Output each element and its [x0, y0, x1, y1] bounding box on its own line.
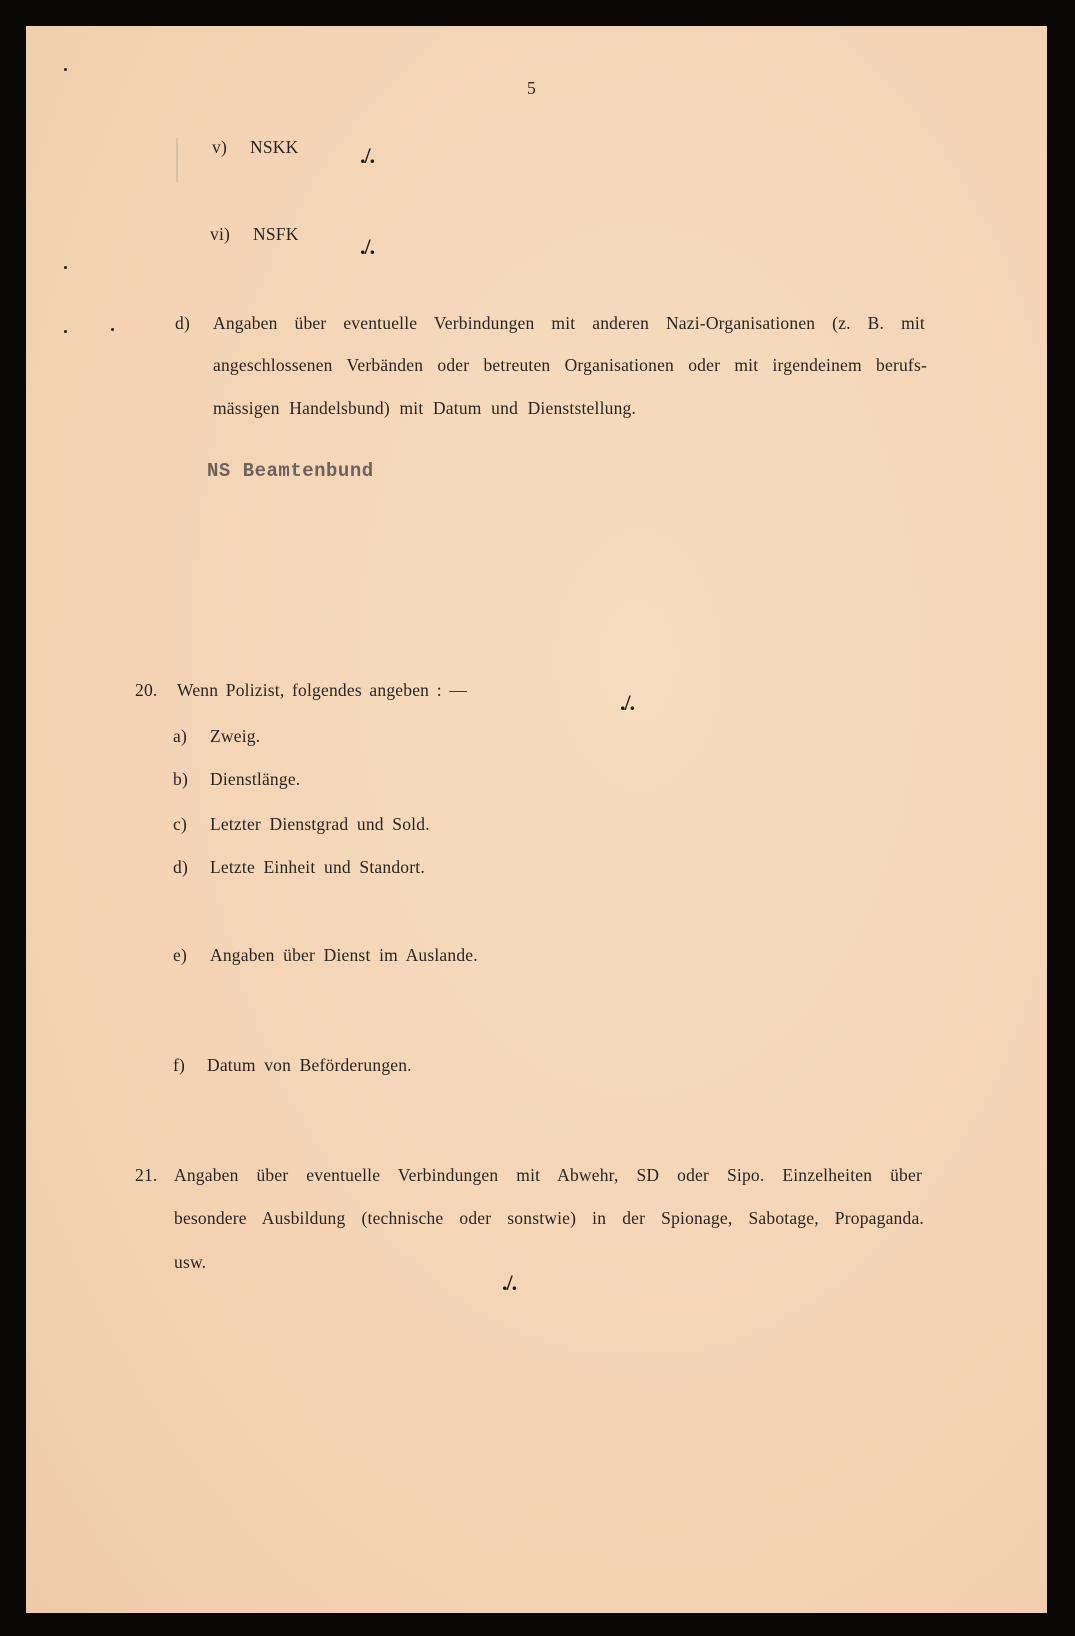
answer-none: ./.	[360, 234, 375, 259]
question-text-line: Angaben über eventuelle Verbindungen mit Abwehr, SD oder Sipo. Einzelheiten über	[174, 1165, 922, 1185]
punch-mark	[64, 330, 67, 333]
item-text: Letzter Dienstgrad und Sold.	[210, 814, 430, 834]
question-text-line: usw.	[174, 1252, 207, 1272]
answer-none: ./.	[360, 143, 375, 168]
item-text: Angaben über Dienst im Auslande.	[210, 945, 478, 965]
item-label: e)	[173, 945, 187, 965]
answer-none: ./.	[502, 1270, 517, 1295]
item-text: Datum von Beförderungen.	[207, 1055, 412, 1075]
punch-mark	[111, 328, 114, 331]
item-text: Dienstlänge.	[210, 769, 301, 789]
item-label: f)	[173, 1055, 186, 1075]
item-text: NSKK	[250, 137, 299, 157]
item-label: d)	[175, 313, 190, 333]
item-label: d)	[173, 857, 188, 877]
item-label: vi)	[210, 224, 231, 244]
punch-mark	[64, 266, 67, 269]
answer-none: ./.	[620, 690, 635, 715]
question-text-line: Angaben über eventuelle Verbindungen mit anderen Nazi-Organisationen (z. B. mit	[213, 313, 925, 333]
question-number: 21.	[135, 1165, 158, 1185]
item-label: b)	[173, 769, 188, 789]
item-label: v)	[212, 137, 227, 157]
question-text-line: besondere Ausbildung (technische oder sonstwie) in der Spionage, Sabotage, Propaganda.	[174, 1208, 924, 1228]
item-text: NSFK	[253, 224, 299, 244]
question-text-line: angeschlossenen Verbänden oder betreuten Organisationen oder mit irgendeinem berufs-	[213, 355, 927, 375]
item-text: Zweig.	[210, 726, 261, 746]
punch-mark	[64, 68, 67, 71]
question-text: Wenn Polizist, folgendes angeben : —	[177, 680, 468, 700]
item-label: c)	[173, 814, 187, 834]
page-number: 5	[527, 78, 536, 98]
margin-line	[176, 138, 178, 182]
item-text: Letzte Einheit und Standort.	[210, 857, 425, 877]
typed-answer: NS Beamtenbund	[207, 460, 374, 482]
question-text-line: mässigen Handelsbund) mit Datum und Dienststellung.	[213, 398, 637, 418]
question-number: 20.	[135, 680, 158, 700]
item-label: a)	[173, 726, 187, 746]
